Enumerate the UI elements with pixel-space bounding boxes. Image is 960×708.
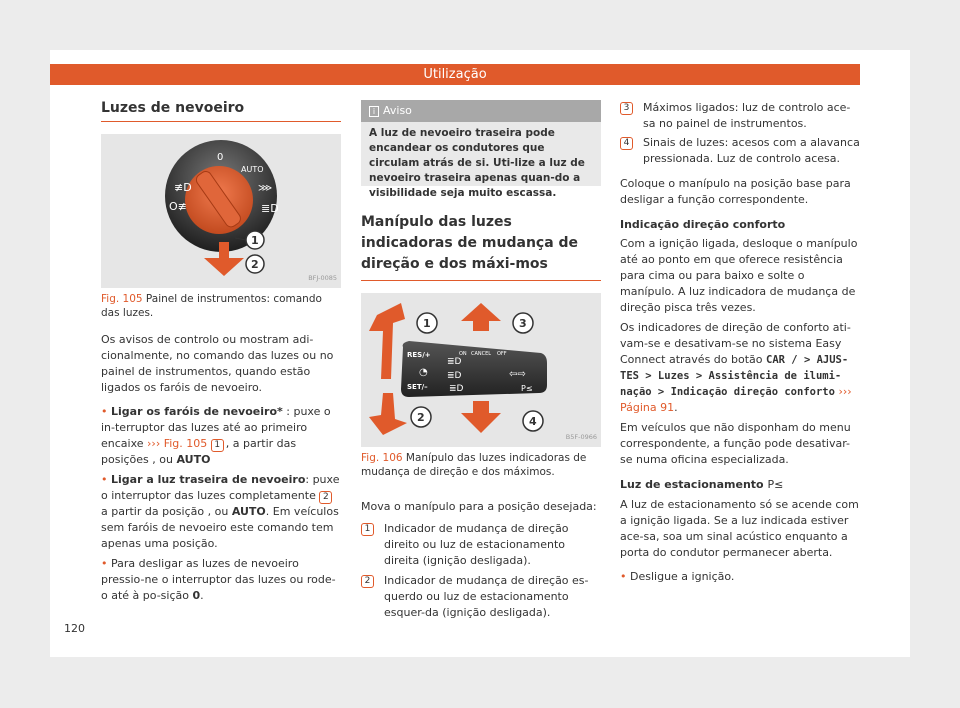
intro-paragraph: Os avisos de controlo ou mostram adi-cionalmente, no comando das luzes ou no painel de instrumentos, quando estão ligados os faróis de nevoeiro.	[101, 333, 334, 394]
figure-caption-text-2: Manípulo das luzes indicadoras de mudança de direção e dos máximos.	[361, 452, 587, 478]
section-heading-turn-signal: Manípulo das luzes indicadoras de mudança de direção e dos máxi-mos	[361, 214, 579, 272]
bullet-front-fog-text: : puxe o in-terruptor das luzes até ao primeiro encaixe	[101, 405, 331, 450]
callout-2-text: 2	[251, 258, 259, 271]
front-fog-icon: ≢D	[174, 181, 192, 194]
bullet-switch-off-text: Para desligar as luzes de nevoeiro pressio-ne o interruptor das luzes ou rode-o até à po-sição	[101, 557, 336, 602]
parking-light-icon: P≤	[767, 478, 784, 491]
figure-number-2: Fig. 106	[361, 452, 403, 464]
stalk-beam-icon-1: ≣D	[447, 357, 462, 367]
item-badge-2: 2	[361, 575, 374, 588]
warning-note	[361, 100, 601, 199]
figure-caption-2	[361, 451, 601, 479]
info-icon: i	[369, 106, 379, 117]
callout-stalk-1-text: 1	[423, 317, 431, 330]
figure-caption-text: Painel de instrumentos: comando das luzes.	[101, 293, 322, 319]
side-light-icon: ⋙	[258, 183, 273, 194]
page-91-link[interactable]: ››› Página 91	[620, 385, 852, 414]
low-beam-icon: ≣D	[261, 202, 279, 215]
section-heading-fog-lights: Luzes de nevoeiro	[101, 100, 245, 116]
note-header	[361, 100, 601, 122]
column-right	[620, 100, 860, 585]
bullet-ignition-off: • Desligue a ignição.	[620, 570, 735, 583]
stalk-label-off: OFF	[497, 351, 507, 357]
figure-caption	[101, 292, 341, 320]
column-middle	[361, 100, 601, 621]
list-item	[620, 100, 860, 132]
callout-stalk-3-text: 3	[519, 317, 527, 330]
workshop-paragraph: Em veículos que não disponham do menu correspondente, a função pode desativar-se numa oficina especializada.	[620, 421, 851, 466]
figure-id: BFJ-0085	[308, 274, 337, 282]
auto-symbol: AUTO	[176, 453, 211, 466]
stalk-illustration	[361, 293, 601, 447]
bullet-front-fog: • Ligar os faróis de nevoeiro* : puxe o in-terruptor das luzes até ao primeiro encaixe ››› Fig. 105 1 , a partir das posições , ou AUTO	[101, 405, 331, 466]
arrow-up-icon	[461, 303, 501, 331]
stalk-label-on: ON	[459, 351, 467, 357]
heading-rule-2	[361, 280, 601, 281]
page-header: Utilização	[50, 64, 860, 85]
stalk-label-cancel: CANCEL	[471, 351, 492, 357]
bullet-switch-off: • Para desligar as luzes de nevoeiro pressio-ne o interruptor das luzes ou rode-o até à po-sição 0.	[101, 557, 336, 602]
figure-number: Fig. 105	[101, 293, 143, 305]
list-item	[620, 135, 860, 167]
speedometer-icon: ◔	[419, 367, 428, 378]
note-title: Aviso	[383, 104, 412, 117]
subheading-comfort-turn: Indicação direção conforto	[620, 218, 786, 231]
parking-light-title: Luz de estacionamento	[620, 478, 764, 491]
knob-label-0: 0	[217, 152, 224, 163]
parking-light-icon: P≤	[521, 384, 533, 393]
arrow-down-icon	[461, 401, 501, 433]
figure-id-2: B5F-0966	[565, 433, 597, 441]
bullet-rear-fog: • Ligar a luz traseira de nevoeiro: puxe o interruptor das luzes completamente 2 a partir da posição , ou AUTO. Em veículos sem faróis de nevoeiro este comando tem apenas uma posição.	[101, 473, 340, 550]
item-text-1: Indicador de mudança de direção direito ou luz de estacionamento direita (ignição desligada).	[384, 522, 569, 567]
easy-connect-text: Os indicadores de direção de conforto ati-vam-se e desativam-se no sistema Easy Connect através do botão	[620, 321, 851, 366]
reset-paragraph: Coloque o manípulo na posição base para desligar a função correspondente.	[620, 177, 851, 206]
position-badge-1: 1	[211, 439, 224, 452]
comfort-turn-paragraph: Com a ignição ligada, desloque o manípulo até ao ponto em que oferece resistência para cima ou para baixo e solte o manípulo. A luz indicadora de mudança de direção pisca três vezes.	[620, 237, 858, 314]
page-number: 120	[64, 622, 85, 635]
list-item	[361, 521, 601, 569]
figure-105-link[interactable]: ››› Fig. 105	[147, 437, 208, 450]
bullet-front-fog-title: Ligar os faróis de nevoeiro*	[111, 405, 283, 418]
bullet-rear-fog-text-b: a partir da posição , ou	[101, 505, 229, 518]
item-text-3: Máximos ligados: luz de controlo ace-sa no painel de instrumentos.	[643, 101, 851, 130]
light-switch-illustration	[101, 134, 341, 288]
figure-106	[361, 293, 601, 447]
turn-arrows-icon: ⇦⇨	[509, 369, 526, 380]
bullet-rear-fog-text-c: . Em veículos sem faróis de nevoeiro este comando tem apenas uma posição.	[101, 505, 339, 550]
figure-105	[101, 134, 341, 288]
arrow-up-left-icon	[369, 303, 405, 379]
stalk-beam-icon-2: ≣D	[447, 371, 462, 381]
item-badge-4: 4	[620, 137, 633, 150]
heading-rule	[101, 121, 341, 122]
stalk-intro: Mova o manípulo para a posição desejada:	[361, 500, 597, 513]
bullet-front-fog-text-b: , a partir das posições , ou	[101, 437, 297, 466]
item-text-2: Indicador de mudança de direção es-querdo ou luz de estacionamento esquer-da (ignição desligada).	[384, 574, 589, 619]
zero-symbol: 0	[192, 589, 201, 602]
bullet-rear-fog-title: Ligar a luz traseira de nevoeiro	[111, 473, 306, 486]
item-badge-1: 1	[361, 523, 374, 536]
item-text-4: Sinais de luzes: acesos com a alavanca pressionada. Luz de controlo acesa.	[643, 136, 860, 165]
auto-symbol-2: AUTO	[231, 505, 266, 518]
stalk-beam-icon-3: ≣D	[449, 384, 464, 394]
item-badge-3: 3	[620, 102, 633, 115]
callout-stalk-4-text: 4	[529, 415, 537, 428]
parking-light-paragraph: A luz de estacionamento só se acende com a ignição ligada. Se a luz indicada estiver ace-sa, soa um sinal acústico enquanto a porta do condutor permanecer aberta.	[620, 498, 859, 559]
menu-path: CAR / > AJUS-TES > Luzes > Assistência de ilumi-nação > Indicação direção conforto	[620, 354, 849, 398]
rear-fog-icon: O≢	[169, 200, 187, 213]
list-item	[361, 573, 601, 621]
note-text: A luz de nevoeiro traseira pode encandear os condutores que circulam atrás de si. Uti-lize a luz de nevoeiro traseira apenas quan-do a visibilidade seja muito escassa.	[369, 127, 585, 199]
bullet-ignition-off-text: Desligue a ignição.	[630, 570, 735, 583]
stalk-label-set: SET/–	[407, 383, 428, 391]
callout-1-text: 1	[251, 234, 259, 247]
easy-connect-paragraph: Os indicadores de direção de conforto ati-vam-se e desativam-se no sistema Easy Connect através do botão CAR / > AJUS-TES > Luzes > Assistência de ilumi-nação > Indicação direção conforto ››› Página 91.	[620, 321, 852, 414]
bullet-rear-fog-text: : puxe o interruptor das luzes completamente	[101, 473, 340, 502]
stalk-label-res: RES/+	[407, 351, 431, 359]
subheading-parking-light	[620, 477, 860, 493]
knob-label-auto: AUTO	[241, 165, 264, 174]
arrow-down-left-icon	[369, 393, 407, 435]
callout-stalk-2-text: 2	[417, 411, 425, 424]
position-badge-2: 2	[319, 491, 332, 504]
column-left	[101, 100, 341, 604]
